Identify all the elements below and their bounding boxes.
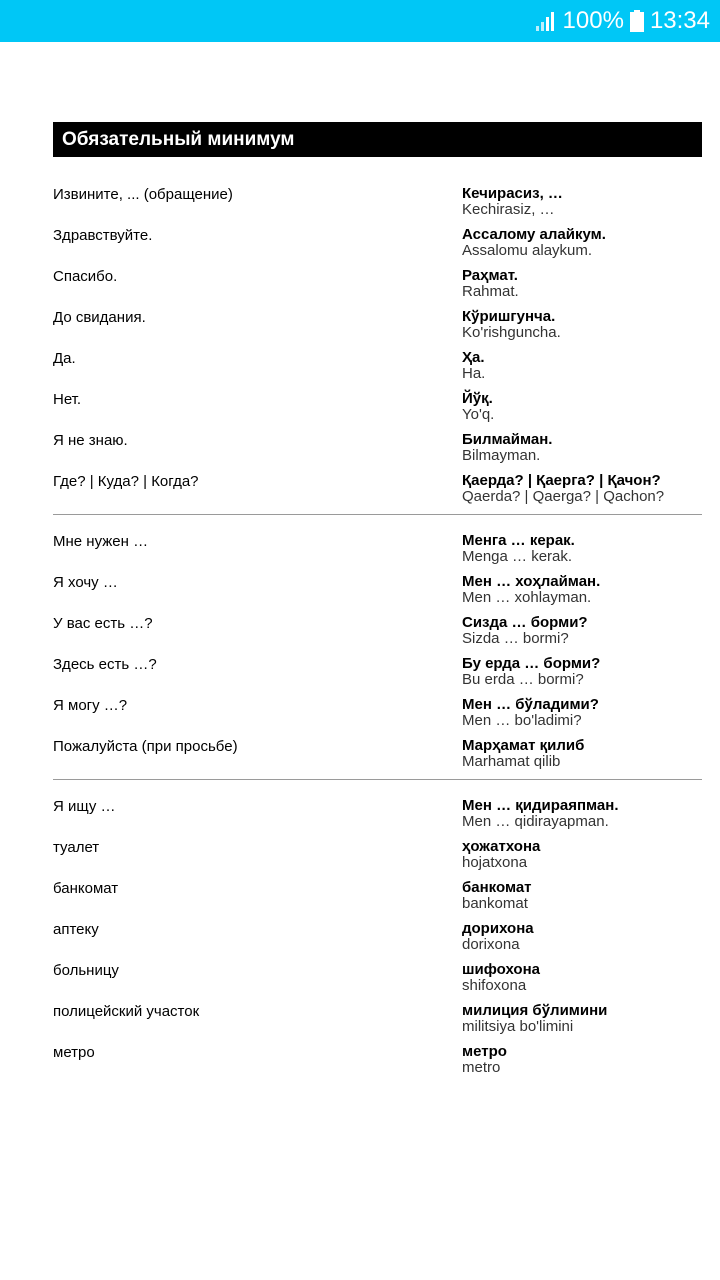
phrase-russian: Здравствуйте. (53, 227, 153, 244)
phrase-uzbek-cyrillic: Ҳа. (462, 349, 485, 366)
phrase-groups (53, 179, 702, 1078)
phrase-row (53, 526, 702, 567)
phrase-uzbek-cyrillic: ҳожатхона (462, 838, 541, 855)
phrase-uzbek-cyrillic: дорихона (462, 920, 534, 937)
phrase-row (53, 425, 702, 466)
phrase-uzbek-latin: Ha. (462, 365, 486, 382)
phrase-russian: Извините, ... (обращение) (53, 186, 233, 203)
phrase-row (53, 261, 702, 302)
phrase-group (53, 791, 702, 1078)
phrase-row (53, 791, 702, 832)
phrase-uzbek-latin: Assalomu alaykum. (462, 242, 593, 259)
phrase-uzbek-cyrillic: Йўқ. (462, 390, 493, 407)
phrase-uzbek-latin: shifoxona (462, 977, 527, 994)
phrase-row (53, 873, 702, 914)
phrase-uzbek-cyrillic: Менга … керак. (462, 532, 575, 549)
phrase-uzbek-cyrillic: метро (462, 1043, 507, 1060)
phrase-uzbek-latin: Bilmayman. (462, 447, 541, 464)
phrase-row (53, 466, 702, 507)
phrase-row (53, 384, 702, 425)
phrase-uzbek (462, 532, 575, 565)
phrase-uzbek (462, 1043, 507, 1076)
phrase-uzbek (462, 573, 600, 606)
phrase-uzbek-cyrillic: Кўришгунча. (462, 308, 556, 325)
phrase-uzbek-latin: militsiya bo'limini (462, 1018, 574, 1035)
phrase-uzbek (462, 390, 494, 423)
phrase-uzbek-cyrillic: банкомат (462, 879, 532, 896)
phrase-uzbek-latin: Kechirasiz, … (462, 201, 555, 218)
phrase-uzbek-latin: dorixona (462, 936, 520, 953)
clock: 13:34 (649, 7, 710, 34)
phrase-russian: Где? | Куда? | Когда? (53, 473, 199, 490)
phrase-row (53, 179, 702, 220)
signal-icon (535, 10, 557, 32)
phrase-uzbek (462, 1002, 607, 1035)
phrase-uzbek-latin: metro (462, 1059, 501, 1076)
phrase-uzbek (462, 737, 584, 770)
phrase-russian: банкомат (53, 880, 119, 897)
phrase-uzbek-cyrillic: Мен … бўладими? (462, 696, 599, 713)
phrase-uzbek (462, 920, 534, 953)
phrase-russian: Да. (53, 350, 76, 367)
phrase-uzbek-latin: Rahmat. (462, 283, 519, 300)
phrase-uzbek-latin: Menga … kerak. (462, 548, 573, 565)
phrase-uzbek (462, 961, 540, 994)
phrase-uzbek-latin: Bu erda … bormi? (462, 671, 584, 688)
phrase-russian: Я хочу … (53, 574, 118, 591)
phrase-uzbek (462, 879, 532, 912)
phrase-uzbek (462, 267, 519, 300)
phrase-russian: Я могу …? (53, 697, 128, 714)
phrase-row (53, 832, 702, 873)
phrase-uzbek-cyrillic: Кечирасиз, … (462, 185, 563, 202)
phrase-uzbek-cyrillic: шифохона (462, 961, 540, 978)
phrase-group (53, 526, 702, 772)
phrase-uzbek-latin: Men … xohlayman. (462, 589, 592, 606)
phrase-uzbek (462, 472, 664, 505)
phrase-uzbek (462, 308, 561, 341)
phrase-uzbek (462, 838, 540, 871)
phrase-row (53, 1037, 702, 1078)
status-indicators (535, 7, 710, 35)
phrase-group (53, 179, 702, 507)
phrase-uzbek (462, 797, 619, 830)
battery-icon (630, 10, 644, 32)
phrase-uzbek (462, 185, 563, 218)
phrase-uzbek-cyrillic: Бу ерда … борми? (462, 655, 601, 672)
phrase-russian: больницу (53, 962, 119, 979)
phrase-row (53, 955, 702, 996)
phrase-russian: метро (53, 1044, 95, 1061)
phrase-uzbek (462, 696, 599, 729)
phrase-uzbek-latin: Sizda … bormi? (462, 630, 569, 647)
phrase-russian: Я не знаю. (53, 432, 128, 449)
phrase-row (53, 567, 702, 608)
phrase-uzbek-cyrillic: Мен … қидираяпман. (462, 797, 619, 814)
phrase-russian: Здесь есть …? (53, 656, 157, 673)
section-divider (53, 514, 702, 515)
phrase-russian: У вас есть …? (53, 615, 153, 632)
phrase-row (53, 608, 702, 649)
phrase-row (53, 302, 702, 343)
phrase-uzbek-latin: bankomat (462, 895, 528, 912)
phrase-russian: Мне нужен … (53, 533, 149, 550)
phrase-russian: До свидания. (53, 309, 146, 326)
phrase-row (53, 996, 702, 1037)
phrase-row (53, 690, 702, 731)
phrase-uzbek-cyrillic: Сизда … борми? (462, 614, 588, 631)
status-bar (0, 0, 720, 42)
phrase-row (53, 731, 702, 772)
phrase-russian: полицейский участок (53, 1003, 200, 1020)
phrase-uzbek-cyrillic: Қаерда? | Қаерга? | Қачон? (462, 472, 661, 489)
phrase-row (53, 649, 702, 690)
phrase-row (53, 914, 702, 955)
phrase-uzbek (462, 226, 606, 259)
phrase-uzbek-latin: Ko'rishguncha. (462, 324, 561, 341)
phrase-uzbek-latin: Men … bo'ladimi? (462, 712, 582, 729)
phrase-uzbek (462, 614, 588, 647)
phrase-russian: Спасибо. (53, 268, 118, 285)
phrasebook-page (53, 122, 702, 1078)
phrase-uzbek (462, 431, 552, 464)
phrase-russian: Я ищу … (53, 798, 116, 815)
phrase-uzbek-cyrillic: Ассалому алайкум. (462, 226, 606, 243)
phrase-uzbek-cyrillic: Мен … хоҳлайман. (462, 573, 601, 590)
phrase-uzbek-cyrillic: Марҳамат қилиб (462, 737, 585, 754)
phrase-russian: Пожалуйста (при просьбе) (53, 738, 238, 755)
phrase-uzbek-cyrillic: милиция бўлимини (462, 1002, 608, 1019)
phrase-uzbek-cyrillic: Раҳмат. (462, 267, 518, 284)
phrase-russian: аптеку (53, 921, 99, 938)
phrase-uzbek (462, 655, 600, 688)
phrase-uzbek-latin: Yo'q. (462, 406, 495, 423)
phrase-row (53, 220, 702, 261)
phrase-uzbek-latin: Qaerda? | Qaerga? | Qachon? (462, 488, 665, 505)
phrase-uzbek-latin: Men … qidirayapman. (462, 813, 609, 830)
battery-percent: 100% (562, 7, 624, 34)
phrase-row (53, 343, 702, 384)
phrase-uzbek-latin: hojatxona (462, 854, 528, 871)
phrase-uzbek-latin: Marhamat qilib (462, 753, 561, 770)
section-title: Обязательный минимум (53, 122, 702, 157)
phrase-russian: туалет (53, 839, 100, 856)
phrase-uzbek-cyrillic: Билмайман. (462, 431, 553, 448)
phrase-russian: Нет. (53, 391, 82, 408)
phrase-uzbek (462, 349, 485, 382)
section-divider (53, 779, 702, 780)
